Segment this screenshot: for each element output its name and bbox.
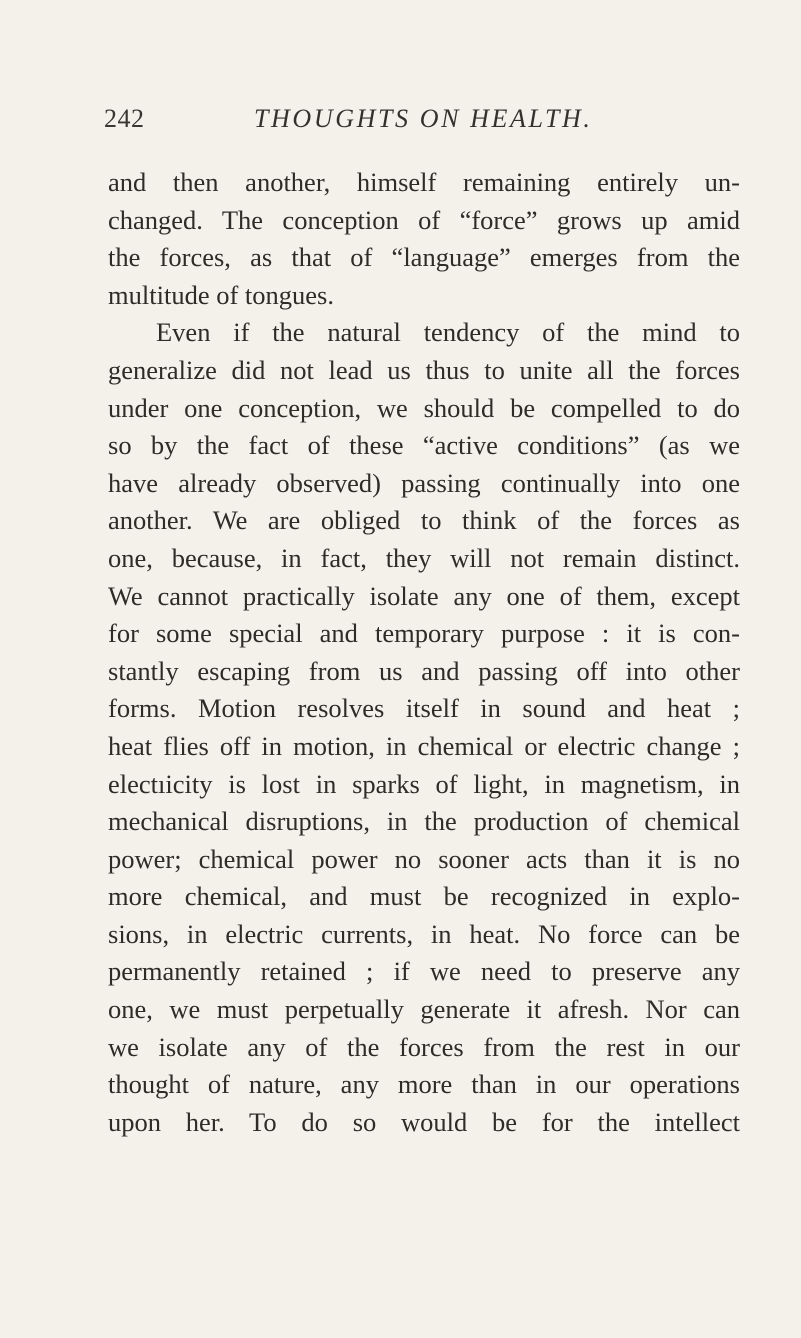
- text-line: heat flies off in motion, in chemical or electric change ;: [108, 730, 740, 761]
- body-text: [108, 164, 740, 1141]
- text-line: We cannot practically isolate any one of them, except: [108, 580, 740, 611]
- text-line: under one conception, we should be compelled to do: [108, 392, 740, 423]
- text-line: so by the fact of these “active conditions” (as we: [108, 430, 740, 461]
- text-line: more chemical, and must be recognized in explo-: [108, 881, 740, 912]
- text-line: stantly escaping from us and passing off into other: [108, 655, 740, 686]
- text-line: have already observed) passing continually into one: [108, 467, 740, 498]
- text-line: the forces, as that of “language” emerges from the: [108, 242, 740, 273]
- text-line: forms. Motion resolves itself in sound and heat ;: [108, 693, 740, 724]
- text-line: sions, in electric currents, in heat. No force can be: [108, 918, 740, 949]
- text-line: another. We are obliged to think of the forces as: [108, 505, 740, 536]
- text-line: one, we must perpetually generate it afresh. Nor can: [108, 994, 740, 1025]
- text-line: generalize did not lead us thus to unite all the forces: [108, 354, 740, 385]
- page-number: 242: [104, 104, 145, 133]
- text-line: changed. The conception of “force” grows up amid: [108, 204, 740, 235]
- text-line: permanently retained ; if we need to preserve any: [108, 956, 740, 987]
- running-head: THOUGHTS ON HEALTH.: [254, 104, 593, 133]
- text-line: one, because, in fact, they will not remain distinct.: [108, 542, 740, 573]
- text-line: we isolate any of the forces from the rest in our: [108, 1031, 740, 1062]
- text-line: electıicity is lost in sparks of light, in magnetism, in: [108, 768, 740, 799]
- page-header: [104, 104, 744, 144]
- text-line: mechanical disruptions, in the production of chemical: [108, 806, 740, 837]
- text-line: for some special and temporary purpose : it is con-: [108, 618, 740, 649]
- text-line: Even if the natural tendency of the mind to: [156, 317, 740, 348]
- text-line: upon her. To do so would be for the intellect: [108, 1106, 740, 1137]
- text-line: thought of nature, any more than in our operations: [108, 1069, 740, 1100]
- text-line: and then another, himself remaining entirely un-: [108, 167, 740, 197]
- text-line: multitude of tongues.: [108, 279, 334, 310]
- text-line: power; chemical power no sooner acts than it is no: [108, 843, 740, 874]
